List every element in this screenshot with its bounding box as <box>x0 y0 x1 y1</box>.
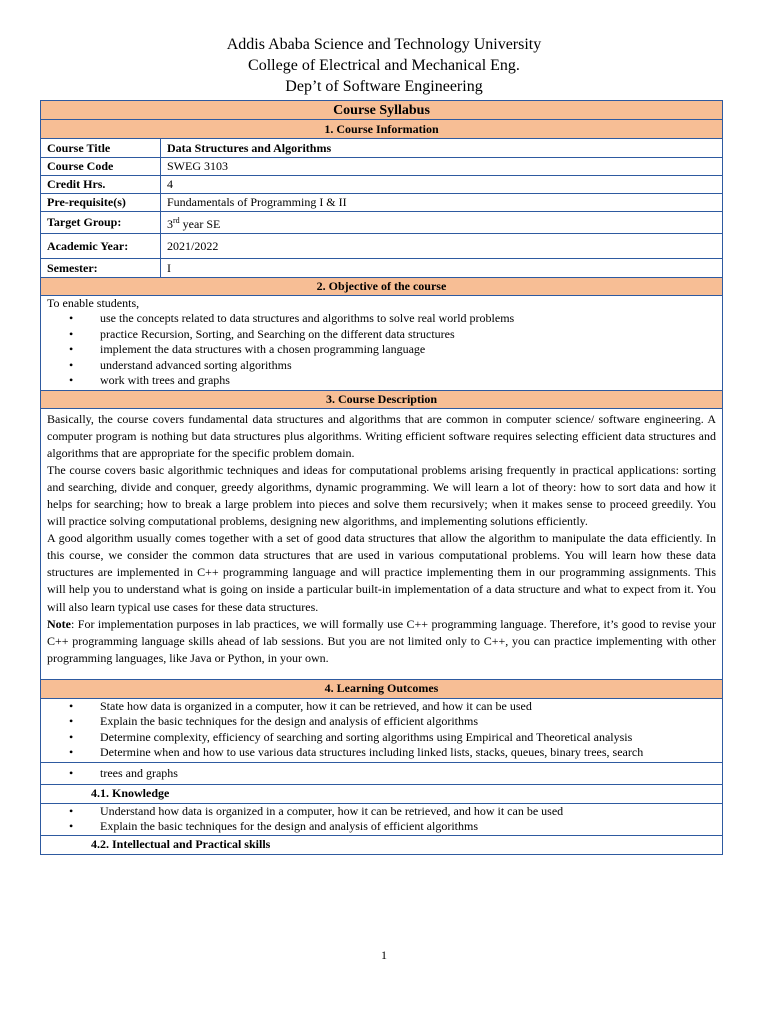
info-value: Data Structures and Algorithms <box>161 139 723 158</box>
section-objective: 2. Objective of the course <box>41 278 723 296</box>
page-number: 1 <box>381 948 387 962</box>
info-value: I <box>161 259 723 278</box>
list-item: • Determine complexity, efficiency of searching and sorting algorithms using Empirical and Theoretical analysis <box>69 730 716 746</box>
university-name: Addis Ababa Science and Technology University <box>226 36 542 53</box>
objective-list <box>47 311 716 389</box>
knowledge-list <box>47 804 716 835</box>
info-row-academic-year <box>41 234 723 259</box>
info-label: Credit Hrs. <box>41 176 161 194</box>
list-item: • practice Recursion, Sorting, and Searching on the different data structures <box>69 327 716 343</box>
description-paragraph: Basically, the course covers fundamental data structures and algorithms that are common in computer science/ software engineering. A computer program is nothing but data structures plus algorithms. Writing efficient software requires selecting efficient data structures and algorithms that are appropriate for the specific problem domain. <box>47 411 716 460</box>
outcomes-list <box>47 699 716 761</box>
college-name: College of Electrical and Mechanical Eng. <box>248 57 520 74</box>
list-item: • Explain the basic techniques for the design and analysis of efficient algorithms <box>69 714 716 730</box>
info-row-target-group <box>41 212 723 234</box>
list-item: • trees and graphs <box>69 766 716 782</box>
list-item: • Determine when and how to use various data structures including linked lists, stacks, queues, binary trees, search <box>69 745 716 761</box>
description-paragraph: The course covers basic algorithmic techniques and ideas for computational problems arising frequently in practical applications: sorting and searching, divide and conquer, greedy algorithms, dynamic programming. We will learn a lot of theory: how to sort data and how it helps for searching; how to break a large problem into pieces and solve them recursively; when it makes sense to proceed greedily. You will practice solving computational problems, designing new algorithms, and implementing solutions efficiently. <box>47 462 716 529</box>
outcomes-continuation <box>41 762 723 784</box>
info-value: Fundamentals of Programming I & II <box>161 194 723 212</box>
info-value: 2021/2022 <box>161 234 723 259</box>
info-row-course-title <box>41 139 723 158</box>
section-learning-outcomes: 4. Learning Outcomes <box>41 679 723 698</box>
outcomes-block <box>41 698 723 762</box>
info-value: 4 <box>161 176 723 194</box>
info-row-credit-hours <box>41 176 723 194</box>
list-item: • Explain the basic techniques for the design and analysis of efficient algorithms <box>69 819 716 835</box>
objective-intro: To enable students, <box>47 296 140 310</box>
info-value: SWEG 3103 <box>161 158 723 176</box>
description-paragraph: A good algorithm usually comes together with a set of good data structures that allow the algorithm to manipulate the data efficiently. In this course, we consider the common data structures that are used in various computational problems. You will learn how these data structures are implemented in C++ programming language and will practice implementing them in our programming assignments. This will help you to understand what is going on inside a particular built-in implementation of a data structure and what to expect from it. You will also learn typical use cases for these data structures. <box>47 531 716 614</box>
info-label: Course Code <box>41 158 161 176</box>
section-course-description: 3. Course Description <box>41 390 723 408</box>
info-label: Semester: <box>41 259 161 278</box>
list-item: • work with trees and graphs <box>69 373 716 389</box>
syllabus-title: Course Syllabus <box>41 101 723 120</box>
info-row-course-code <box>41 158 723 176</box>
info-label: Target Group: <box>41 212 161 234</box>
knowledge-block <box>41 803 723 835</box>
department-name: Dep’t of Software Engineering <box>285 78 483 95</box>
info-label: Academic Year: <box>41 234 161 259</box>
description-block <box>41 408 723 679</box>
list-item: • use the concepts related to data structures and algorithms to solve real world problems <box>69 311 716 327</box>
info-label: Pre-requisite(s) <box>41 194 161 212</box>
knowledge-heading: 4.1. Knowledge <box>41 784 723 803</box>
info-label: Course Title <box>41 139 161 158</box>
info-row-semester <box>41 259 723 278</box>
info-row-prerequisites <box>41 194 723 212</box>
info-value: 3rd year SE <box>161 212 723 234</box>
skills-heading: 4.2. Intellectual and Practical skills <box>41 835 723 854</box>
list-item: • State how data is organized in a computer, how it can be retrieved, and how it can be used <box>69 699 716 715</box>
list-item: • implement the data structures with a chosen programming language <box>69 342 716 358</box>
description-note: Note: For implementation purposes in lab practices, we will formally use C++ programming language. Therefore, it’s good to revise your C++ programming language skills ahead of lab sessions. But you are not limited only to C++, you can practice implementing with other programming languages, like Java or Python, in your own. <box>47 616 716 665</box>
list-item: • Understand how data is organized in a computer, how it can be retrieved, and how it can be used <box>69 804 716 820</box>
objective-block <box>41 296 723 391</box>
section-course-information: 1. Course Information <box>41 120 723 139</box>
syllabus-table <box>40 100 723 855</box>
list-item: • understand advanced sorting algorithms <box>69 358 716 374</box>
